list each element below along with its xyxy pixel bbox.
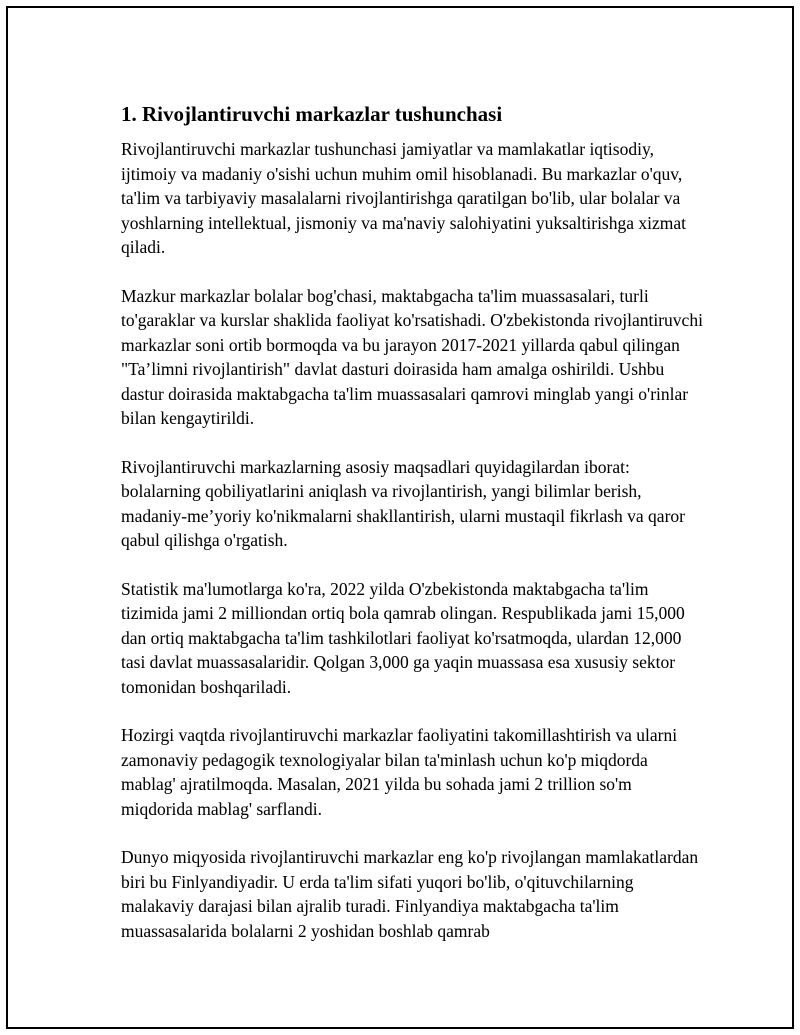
section-heading: 1. Rivojlantiruvchi markazlar tushunchasi bbox=[121, 102, 503, 126]
paragraph-6: Dunyo miqyosida rivojlantiruvchi markazlar eng ko'p rivojlangan mamlakatlardan biri bu Finlyandiyadir. U erda ta'lim sifati yuqori bo'lib, o'qituvchilarning malakaviy darajasi bilan ajralib turadi. Finlyandiya maktabgacha ta'lim muassasalarida bolalarni 2 yoshidan boshlab qamrab bbox=[121, 847, 699, 941]
paragraph-5: Hozirgi vaqtda rivojlantiruvchi markazlar faoliyatini takomillashtirish va ularni zamonaviy pedagogik texnologiyalar bilan ta'minlash uchun ko'p miqdorda mablag' ajratilmoqda. Masalan, 2021 yilda bu sohada jami 2 trillion so'm miqdorida mablag' sarflandi. bbox=[121, 725, 678, 819]
paragraph-4: Statistik ma'lumotlarga ko'ra, 2022 yilda O'zbekistonda maktabgacha ta'lim tizimida jami 2 milliondan ortiq bola qamrab olingan. Respublikada jami 15,000 dan ortiq maktabgacha ta'lim tashkilotlari faoliyat ko'rsatmoqda, ulardan 12,000 tasi davlat muassasalaridir. Qolgan 3,000 ga yaqin muassasa esa xususiy sektor tomonidan boshqariladi. bbox=[121, 578, 685, 697]
document-body bbox=[121, 99, 706, 967]
paragraph-2: Mazkur markazlar bolalar bog'chasi, maktabgacha ta'lim muassasalari, turli to'garaklar va kurslar shaklida faoliyat ko'rsatishadi. O'zbekistonda rivojlantiruvchi markazlar soni ortib bormoqda va bu jarayon 2017-2021 yillarda qabul qilingan "Ta’limni rivojlantirish" davlat dasturi doirasida ham amalga oshirildi. Ushbu dastur doirasida maktabgacha ta'lim muassasalari qamrovi minglab yangi o'rinlar bilan kengaytirildi. bbox=[121, 285, 703, 428]
page-frame bbox=[6, 6, 794, 1029]
paragraph-3: Rivojlantiruvchi markazlarning asosiy maqsadlari quyidagilardan iborat: bolalarning qobiliyatlarini aniqlash va rivojlantirish, yangi bilimlar berish, madaniy-me’yoriy ko'nikmalarni shakllantirish, ularni mustaqil fikrlash va qaror qabul qilishga o'rgatish. bbox=[121, 456, 685, 550]
paragraph-1: Rivojlantiruvchi markazlar tushunchasi jamiyatlar va mamlakatlar iqtisodiy, ijtimoiy va madaniy o'sishi uchun muhim omil hisoblanadi. Bu markazlar o'quv, ta'lim va tarbiyaviy masalalarni rivojlantirishga qaratilgan bo'lib, ular bolalar va yoshlarning intellektual, jismoniy va ma'naviy salohiyatini yuksaltirishga xizmat qiladi. bbox=[121, 139, 686, 257]
